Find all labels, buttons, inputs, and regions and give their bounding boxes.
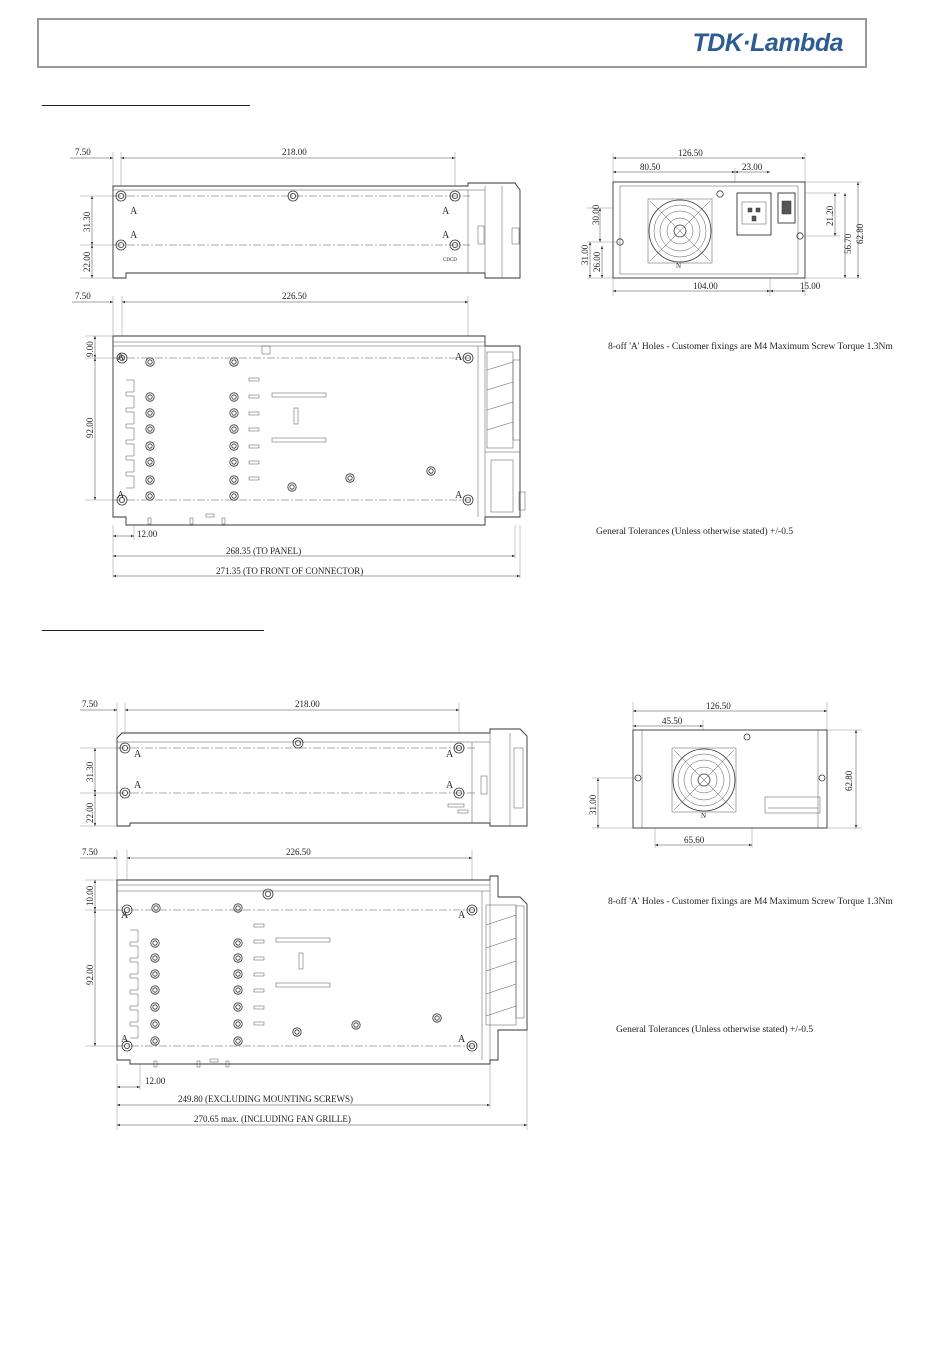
svg-text:A: A <box>458 910 466 921</box>
svg-text:N: N <box>701 812 707 820</box>
s2-top-view <box>80 699 527 826</box>
s1-side-dim-6: 271.35 (TO FRONT OF CONNECTOR) <box>216 566 364 576</box>
s1-side-dim-0: 7.50 <box>75 291 91 301</box>
s2-front-dim-1: 45.50 <box>662 716 683 726</box>
s1-note-tolerance: General Tolerances (Unless otherwise stated) +/-0.5 <box>596 527 794 537</box>
s2-side-dim-3: 92.00 <box>85 964 95 985</box>
s1-front-dim-2: 23.00 <box>742 162 763 172</box>
s1-front-dim-8: 56.70 <box>843 233 853 254</box>
s1-top-view <box>70 147 520 278</box>
s1-front-dim-0: 126.50 <box>678 148 703 158</box>
s2-front-dim-3: 62.80 <box>844 770 854 791</box>
s2-side-dim-6: 270.65 max. (INCLUDING FAN GRILLE) <box>194 1114 351 1124</box>
s1-front-dim-6: 21.20 <box>825 205 835 226</box>
s1-side-view <box>72 291 525 578</box>
s1-side-dim-1: 226.50 <box>282 291 307 301</box>
s1-front-view <box>580 148 865 296</box>
s1-label-codes: CDCD <box>443 258 457 263</box>
s2-top-dim-0: 7.50 <box>82 699 98 709</box>
s2-side-dim-5: 249.80 (EXCLUDING MOUNTING SCREWS) <box>178 1094 353 1104</box>
s1-front-dim-7: 62.80 <box>855 223 865 244</box>
s2-side-dim-4: 12.00 <box>145 1076 166 1086</box>
svg-text:A: A <box>446 749 454 760</box>
s2-top-dim-2: 31.30 <box>85 761 95 782</box>
s1-side-dim-5: 268.35 (TO PANEL) <box>226 546 302 556</box>
s2-note-holes: 8-off 'A' Holes - Customer fixings are M4 Maximum Screw Torque 1.3Nm <box>608 897 893 907</box>
s1-top-dim-0: 7.50 <box>75 147 91 157</box>
svg-text:A: A <box>117 490 125 501</box>
s2-top-dim-1: 218.00 <box>295 699 320 709</box>
s1-top-dim-1: 218.00 <box>282 147 307 157</box>
svg-text:N: N <box>676 262 682 270</box>
svg-text:A: A <box>442 206 450 217</box>
s1-front-dim-10: 15.00 <box>800 281 821 291</box>
svg-text:A: A <box>134 780 142 791</box>
s2-note-tolerance: General Tolerances (Unless otherwise stated) +/-0.5 <box>616 1025 814 1035</box>
tdk-lambda-logo: TDK·Lambda <box>692 29 843 57</box>
svg-text:A: A <box>458 1034 466 1045</box>
svg-text:A: A <box>455 490 463 501</box>
s1-front-dim-4: 31.00 <box>580 244 590 265</box>
svg-text:A: A <box>446 780 454 791</box>
s2-top-dim-3: 22.00 <box>85 802 95 823</box>
s2-front-view <box>588 701 862 848</box>
s1-front-dim-9: 104.00 <box>693 281 718 291</box>
svg-text:A: A <box>117 352 125 363</box>
s2-front-dim-2: 31.00 <box>588 794 598 815</box>
s2-front-dim-4: 65.60 <box>684 835 705 845</box>
s2-front-dim-0: 126.50 <box>706 701 731 711</box>
s1-front-dim-1: 80.50 <box>640 162 661 172</box>
s2-side-view <box>80 847 527 1130</box>
s1-front-dim-3: 30.00 <box>591 204 601 225</box>
svg-text:A: A <box>121 910 129 921</box>
svg-text:A: A <box>121 1034 129 1045</box>
s1-top-dim-3: 22.00 <box>82 251 92 272</box>
s1-note-holes: 8-off 'A' Holes - Customer fixings are M4 Maximum Screw Torque 1.3Nm <box>608 342 893 352</box>
s1-side-dim-2: 9.00 <box>85 341 95 357</box>
s1-side-dim-3: 92.00 <box>85 417 95 438</box>
svg-text:A: A <box>134 749 142 760</box>
svg-text:A: A <box>130 230 138 241</box>
svg-text:A: A <box>455 352 463 363</box>
s1-front-dim-5: 26.00 <box>592 251 602 272</box>
s2-side-dim-0: 7.50 <box>82 847 98 857</box>
s1-top-dim-2: 31.30 <box>82 211 92 232</box>
s2-side-dim-2: 10.00 <box>85 885 95 906</box>
s2-side-dim-1: 226.50 <box>286 847 311 857</box>
svg-text:A: A <box>130 206 138 217</box>
svg-text:A: A <box>442 230 450 241</box>
s1-side-dim-4: 12.00 <box>137 529 158 539</box>
